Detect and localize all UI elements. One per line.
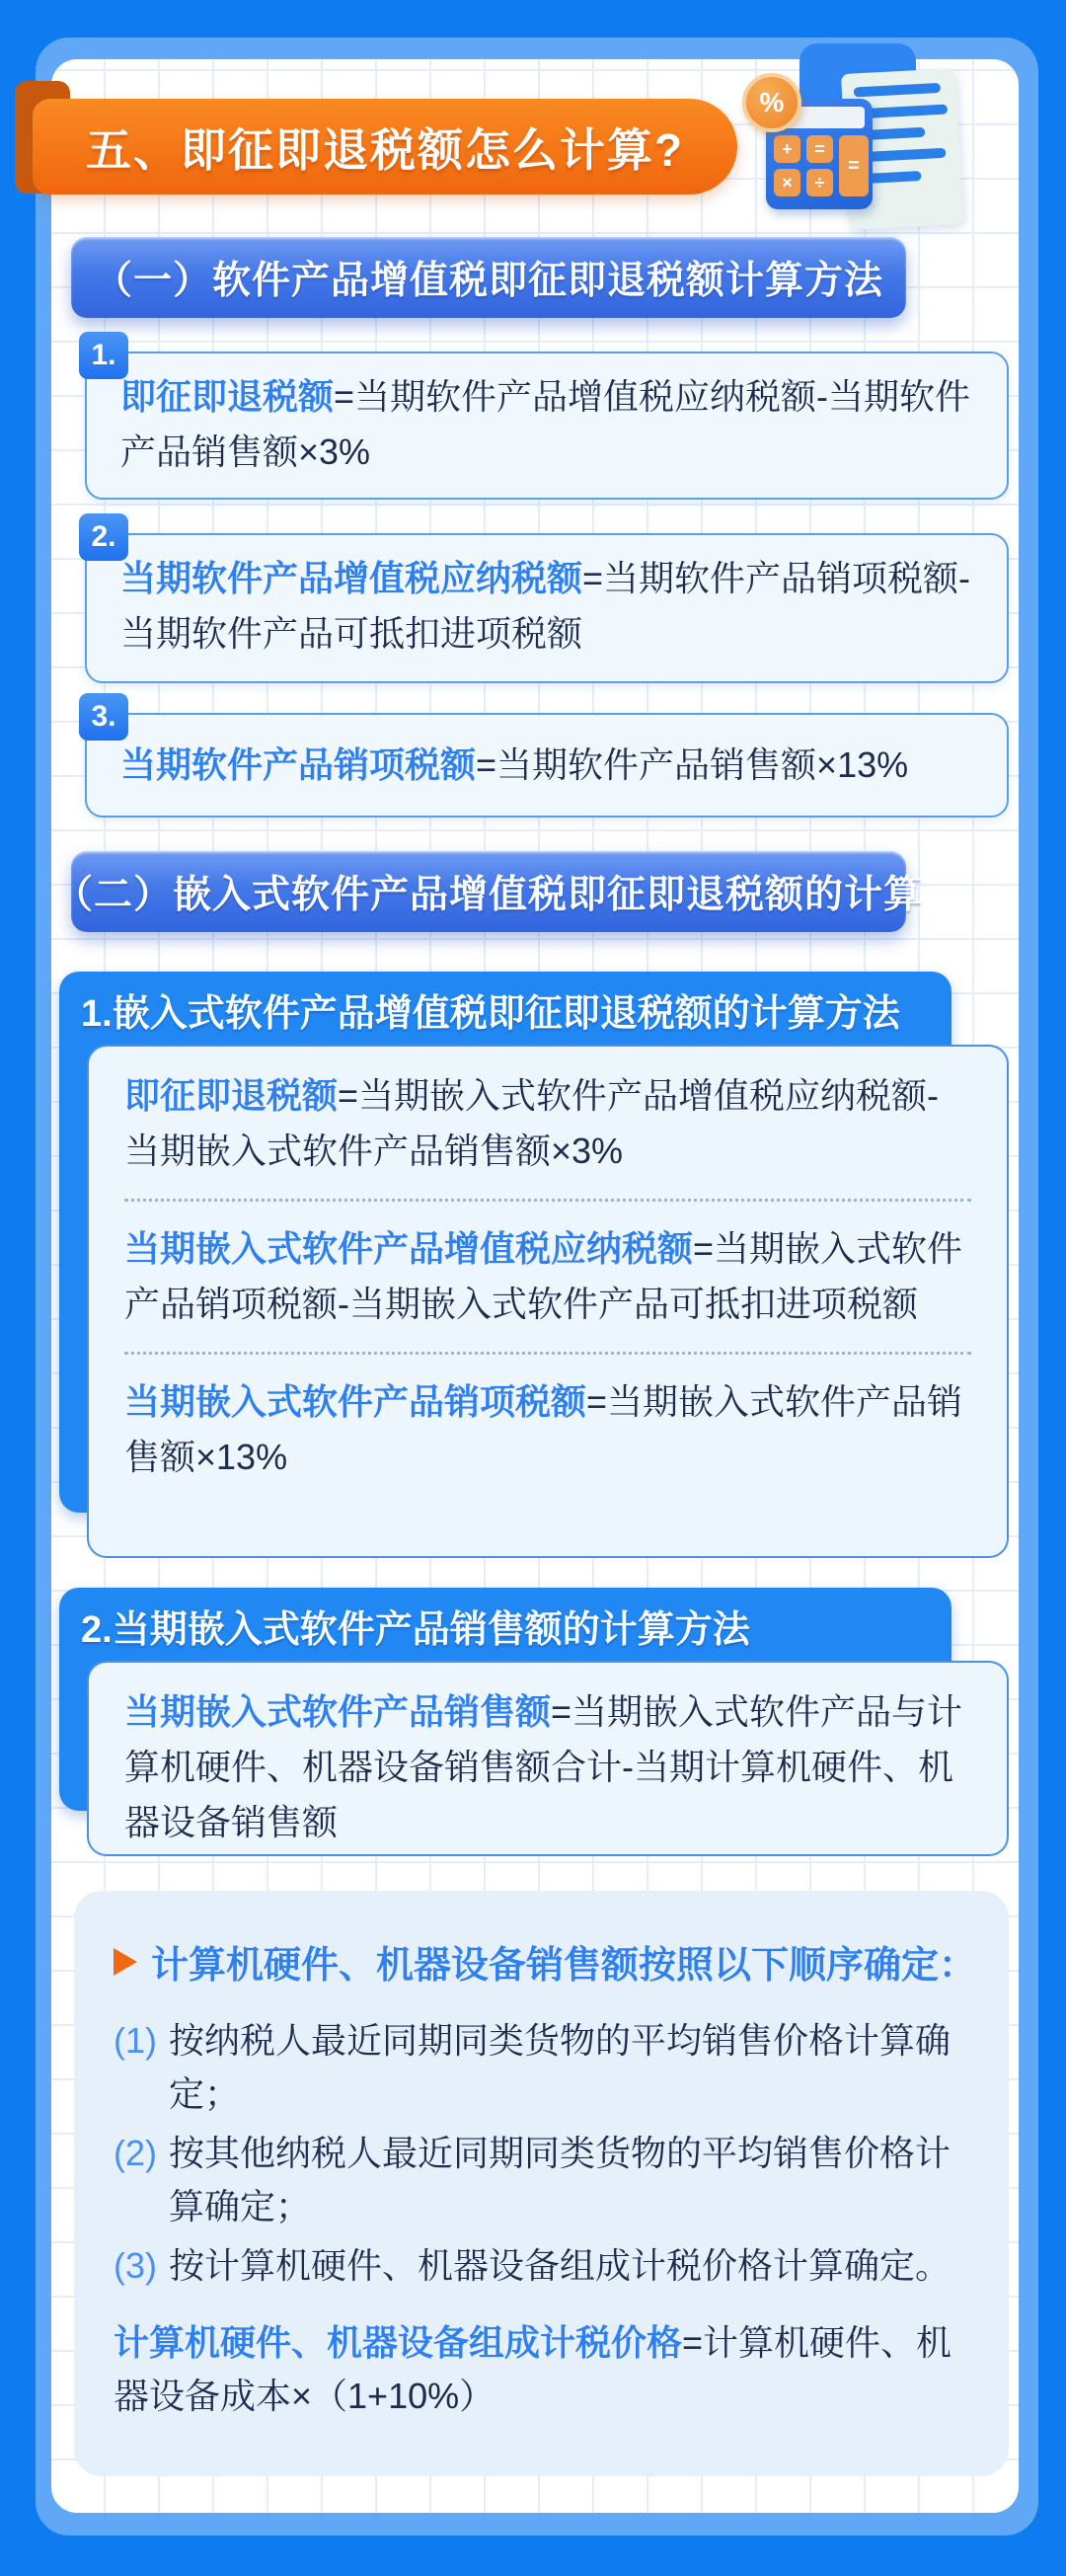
subsection-1-title: 1.嵌入式软件产品增值税即征即退税额的计算方法 (81, 992, 900, 1035)
formula-keyword: 当期嵌入式软件产品增值税应纳税额 (124, 1228, 694, 1269)
calculator-keys (774, 135, 865, 196)
formula-text (120, 551, 973, 662)
note-item-number: (3) (114, 2245, 157, 2286)
formula-rest: =当期软件产品销项税额-当期软件产品可抵扣进项税额 (120, 558, 971, 654)
note-item-text: 按计算机硬件、机器设备组成计税价格计算确定。 (169, 2245, 952, 2286)
equals-key-icon: = (839, 135, 869, 196)
note-item-2 (114, 2127, 969, 2233)
arrow-right-icon (114, 1948, 137, 1976)
formula-keyword: 即征即退税额 (124, 1075, 339, 1116)
formula-rest: =计算机硬件、机器设备成本×（1+10%） (114, 2322, 952, 2416)
formula-rest: =当期嵌入式软件产品销项税额-当期嵌入式软件产品可抵扣进项税额 (124, 1228, 963, 1324)
formula-text (124, 1068, 971, 1179)
divide-key-icon: ÷ (806, 169, 833, 196)
note-item-3 (114, 2239, 969, 2293)
note-formula (114, 2316, 969, 2423)
subsection-1 (59, 972, 1009, 1558)
dotted-divider (124, 1352, 971, 1355)
minus-key-icon: = (806, 135, 833, 163)
number-tag-2: 2. (79, 513, 128, 561)
title-ribbon (33, 99, 737, 195)
formula-text (120, 369, 973, 480)
formula-rest: =当期嵌入式软件产品与计算机硬件、机器设备销售额合计-当期计算机硬件、机器设备销售额 (124, 1691, 963, 1842)
number-tag-1: 1. (79, 332, 128, 379)
formula-keyword: 即征即退税额 (120, 376, 335, 417)
formula-keyword: 计算机硬件、机器设备组成计税价格 (114, 2322, 683, 2363)
subsection-2-title: 2.当期嵌入式软件产品销售额的计算方法 (81, 1608, 750, 1651)
percent-coin-icon: % (742, 73, 801, 132)
formula-text (124, 1374, 971, 1485)
note-item-text: 按其他纳税人最近同期同类货物的平均销售价格计算确定； (169, 2133, 952, 2226)
note-item-number: (1) (114, 2020, 157, 2061)
note-item-1 (114, 2014, 969, 2121)
formula-rest: =当期嵌入式软件产品销售额×13% (124, 1381, 963, 1477)
formula-rest: =当期软件产品销售额×13% (476, 744, 909, 785)
number-tag-3: 3. (79, 693, 128, 741)
page-title: 五、即征即退税额怎么计算? (85, 123, 685, 176)
note-item-number: (2) (114, 2133, 157, 2173)
subsection-1-box (87, 1045, 1009, 1558)
formula-rest: =当期嵌入式软件产品增值税应纳税额-当期嵌入式软件产品销售额×3% (124, 1075, 940, 1171)
note-header (114, 1934, 977, 1989)
subsection-2-box (87, 1661, 1009, 1856)
formula-keyword: 当期软件产品增值税应纳税额 (120, 558, 583, 598)
note-box (74, 1891, 1009, 2476)
section2-banner-text: （二）嵌入式软件产品增值税即征即退税额的计算 (54, 874, 924, 916)
document-line (854, 83, 941, 98)
formula-keyword: 当期软件产品销项税额 (120, 744, 477, 785)
formula-keyword: 当期嵌入式软件产品销项税额 (124, 1381, 587, 1422)
formula-keyword: 当期嵌入式软件产品销售额 (124, 1691, 552, 1732)
formula-box-1 (85, 339, 1009, 500)
section1-banner-text: （一）软件产品增值税即征即退税额计算方法 (93, 260, 883, 302)
note-item-text: 按纳税人最近同期同类货物的平均销售价格计算确定； (169, 2020, 952, 2114)
note-header-text: 计算机硬件、机器设备销售额按照以下顺序确定： (151, 1945, 977, 1987)
calculator-illustration (742, 28, 959, 235)
formula-box-3 (85, 700, 1009, 818)
subsection-2 (59, 1588, 1009, 1856)
formula-box-2 (85, 520, 1009, 683)
dotted-divider (124, 1199, 971, 1202)
section2-banner (54, 851, 924, 932)
multiply-key-icon: × (774, 169, 800, 196)
plus-key-icon: + (774, 135, 800, 163)
formula-text (124, 1684, 971, 1850)
formula-text (120, 738, 908, 793)
formula-rest: =当期软件产品增值税应纳税额-当期软件产品销售额×3% (120, 376, 971, 472)
section1-banner (71, 237, 906, 318)
formula-text (124, 1221, 971, 1332)
